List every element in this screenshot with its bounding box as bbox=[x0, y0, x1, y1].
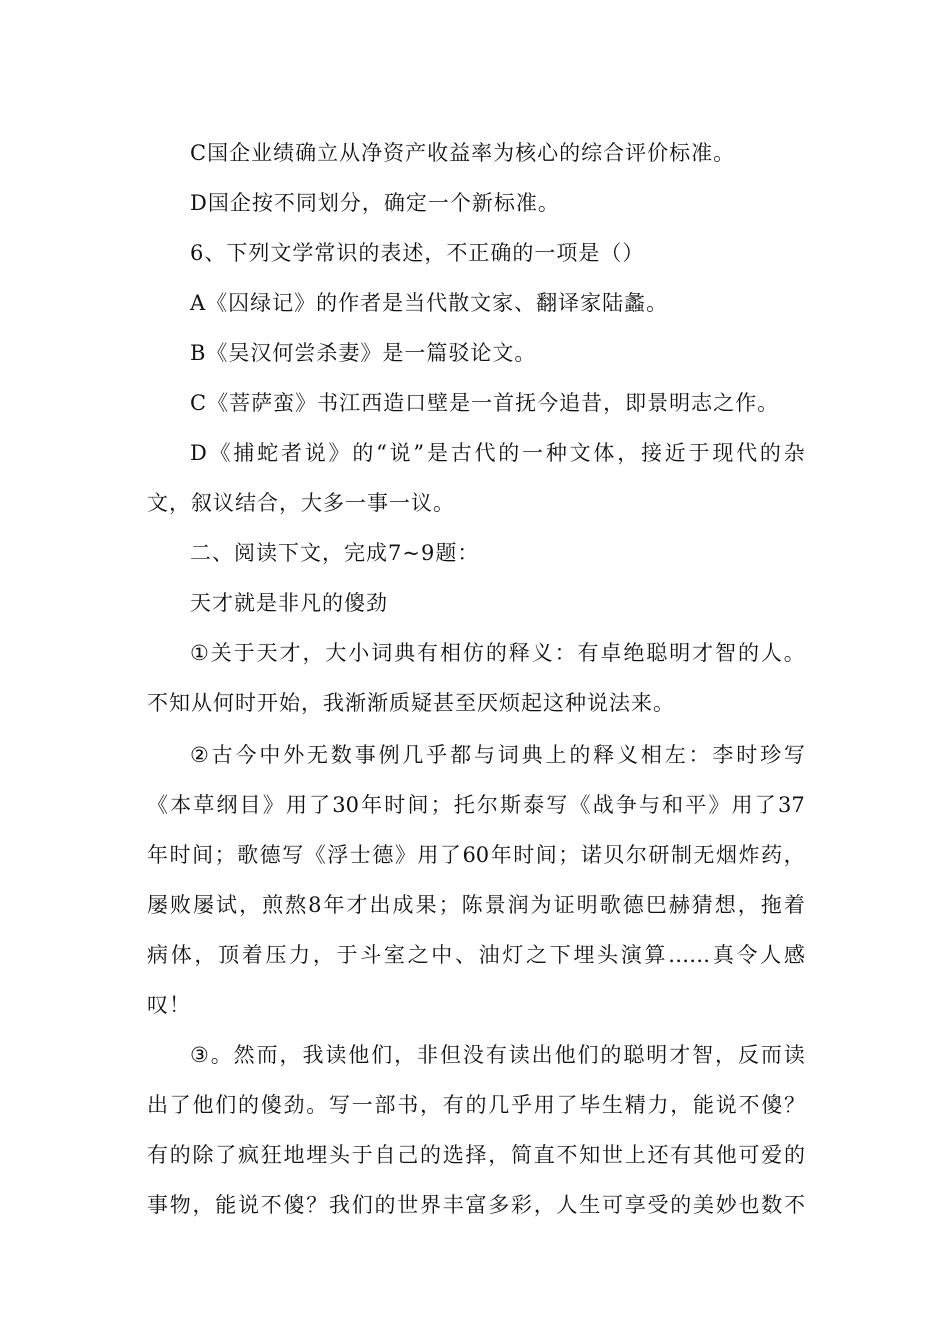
paragraph-2-line-2: 《 本 草 纲 目 》 用 了 30 年 时 间 ； 托 尔 斯 泰 写 《 战 争 与 和 平 》 用 了 37 bbox=[147, 793, 805, 817]
option-a-literature: A《囚绿记》的作者是当代散文家、翻译家陆蠡。 bbox=[190, 291, 669, 315]
paragraph-1-line-1: ① 关 于 天 才 ， 大 小 词 典 有 相 仿 的 释 义 ： 有 卓 绝 聪 明 才 智 的 人 。 bbox=[190, 641, 805, 665]
paragraph-2-line-3: 年 时 间 ； 歌 德 写 《 浮 士 德 》 用 了 60 年 时 间 ； 诺 贝 尔 研 制 无 烟 炸 药 ， bbox=[147, 843, 805, 867]
option-d-economics: D国企按不同划分，确定一个新标准。 bbox=[190, 191, 560, 215]
article-title: 天才就是非凡的傻劲 bbox=[190, 591, 388, 615]
section-two-heading: 二、阅读下文，完成7~9题： bbox=[190, 541, 480, 565]
paragraph-2-line-4: 屡 败 屡 试 ， 煎 熬 8 年 才 出 成 果 ； 陈 景 润 为 证 明 歌 德 巴 赫 猜 想 ， 拖 着 bbox=[147, 893, 805, 917]
paragraph-2-line-1: ② 古 今 中 外 无 数 事 例 几 乎 都 与 词 典 上 的 释 义 相 左 ： 李 时 珍 写 bbox=[190, 743, 805, 767]
paragraph-3-line-4: 事 物 ， 能 说 不 傻 ？ 我 们 的 世 界 丰 富 多 彩 ， 人 生 可 享 受 的 美 妙 也 数 不 bbox=[147, 1193, 805, 1217]
paragraph-1-line-2: 不知从何时开始，我渐渐质疑甚至厌烦起这种说法来。 bbox=[147, 691, 675, 715]
paragraph-2-line-6: 叹！ bbox=[147, 993, 191, 1017]
paragraph-2-line-5: 病 体 ， 顶 着 压 力 ， 于 斗 室 之 中 、 油 灯 之 下 埋 头 演 算 …… 真 令 人 感 bbox=[147, 943, 805, 967]
option-c-economics: C国企业绩确立从净资产收益率为核心的综合评价标准。 bbox=[190, 141, 736, 165]
question-6: 6、下列文学常识的表述，不正确的一项是（） bbox=[190, 241, 645, 265]
option-c-literature: C《菩萨蛮》书江西造口壁是一首抚今追昔，即景明志之作。 bbox=[190, 391, 780, 415]
option-b-literature: B《吴汉何尝杀妻》是一篇驳论文。 bbox=[190, 341, 537, 365]
paragraph-3-line-1: ③ 。 然 而 ， 我 读 他 们 ， 非 但 没 有 读 出 他 们 的 聪 明 才 智 ， 反 而 读 bbox=[190, 1043, 805, 1067]
paragraph-3-line-2: 出 了 他 们 的 傻 劲 。 写 一 部 书 ， 有 的 几 乎 用 了 毕 生 精 力 ， 能 说 不 傻 ？ bbox=[147, 1093, 805, 1117]
paragraph-3-line-3: 有 的 除 了 疯 狂 地 埋 头 于 自 己 的 选 择 ， 简 直 不 知 世 上 还 有 其 他 可 爱 的 bbox=[147, 1143, 805, 1167]
option-d-literature: D 《 捕 蛇 者 说 》 的 “ 说 ” 是 古 代 的 一 种 文 体 ， 接 近 于 现 代 的 杂 bbox=[190, 441, 805, 465]
option-d-literature-cont: 文，叙议结合，大多一事一议。 bbox=[147, 491, 455, 515]
